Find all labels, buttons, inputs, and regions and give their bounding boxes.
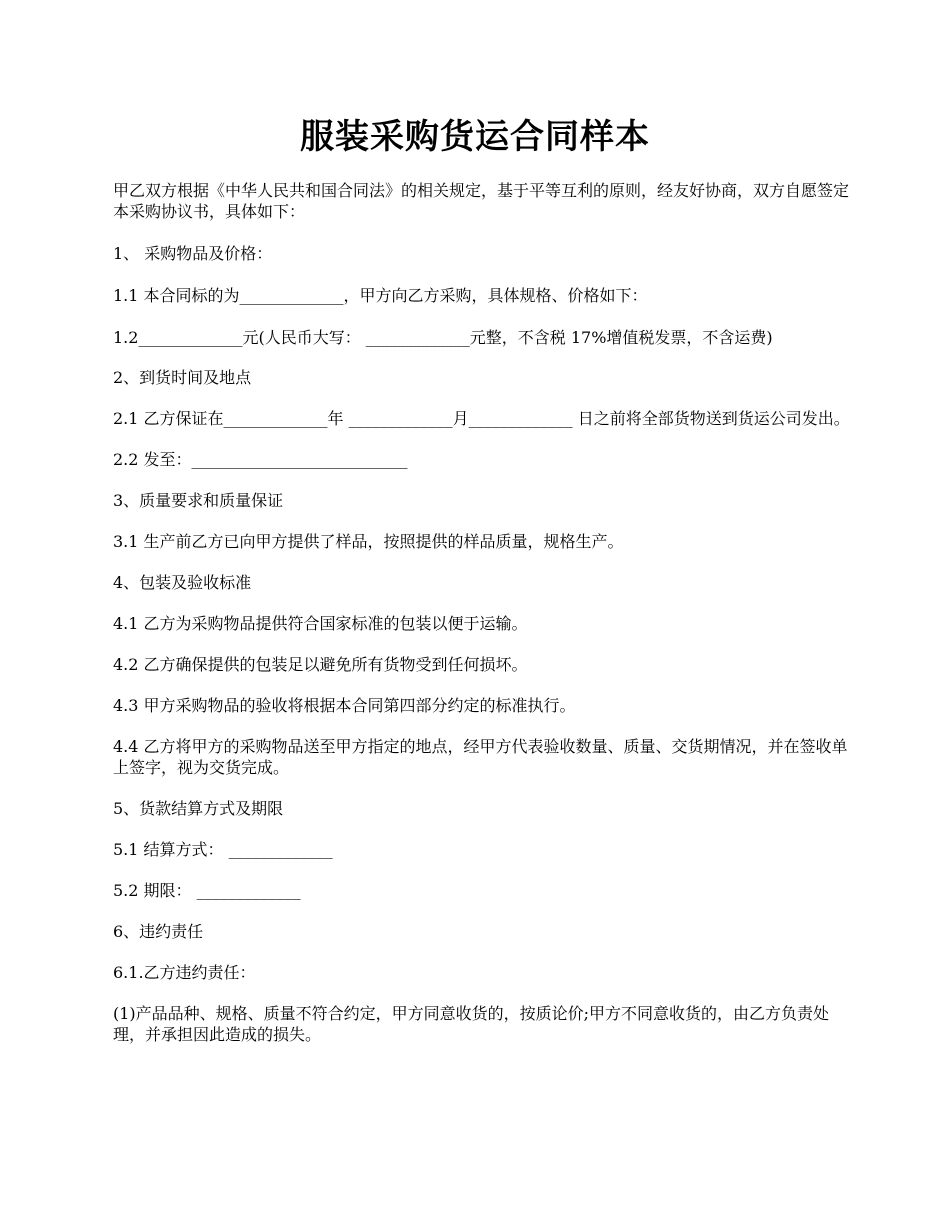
clause-1-1: 1.1 本合同标的为_____________，甲方向乙方采购，具体规格、价格如下： bbox=[113, 286, 648, 305]
intro-paragraph: 甲乙双方根据《中华人民共和国合同法》的相关规定，基于平等互利的原则，经友好协商，双方自愿签定本采购协议书，具体如下： bbox=[113, 181, 850, 221]
clause-4-2: 4.2 乙方确保提供的包装足以避免所有货物受到任何损坏。 bbox=[113, 655, 528, 674]
clause-6-1: 6.1.乙方违约责任： bbox=[113, 963, 256, 982]
section-heading-5: 5、货款结算方式及期限 bbox=[113, 799, 284, 818]
clause-5-1: 5.1 结算方式： _____________ bbox=[113, 840, 333, 859]
clause-3-1: 3.1 生产前乙方已向甲方提供了样品，按照提供的样品质量，规格生产。 bbox=[113, 532, 624, 551]
clause-4-3: 4.3 甲方采购物品的验收将根据本合同第四部分约定的标准执行。 bbox=[113, 696, 576, 715]
clause-4-1: 4.1 乙方为采购物品提供符合国家标准的包装以便于运输。 bbox=[113, 614, 528, 633]
section-heading-2: 2、到货时间及地点 bbox=[113, 368, 252, 387]
clause-2-2: 2.2 发至：___________________________ bbox=[113, 450, 408, 469]
section-heading-1: 1、 采购物品及价格： bbox=[113, 244, 273, 263]
clause-4-4: 4.4 乙方将甲方的采购物品送至甲方指定的地点，经甲方代表验收数量、质量、交货期情况，并在签收单上签字，视为交货完成。 bbox=[113, 737, 848, 777]
section-heading-4: 4、包装及验收标准 bbox=[113, 573, 252, 592]
clause-1-2: 1.2_____________元(人民币大写： _____________元整，不含税 17%增值税发票，不含运费) bbox=[113, 328, 773, 347]
clause-2-1: 2.1 乙方保证在_____________年 _____________月_____________ 日之前将全部货物送到货运公司发出。 bbox=[113, 409, 850, 428]
document-title: 服装采购货运合同样本 bbox=[300, 117, 650, 157]
section-heading-3: 3、质量要求和质量保证 bbox=[113, 491, 284, 510]
document-body bbox=[113, 180, 853, 1045]
section-heading-6: 6、违约责任 bbox=[113, 922, 204, 941]
clause-6-1-item-1: (1)产品品种、规格、质量不符合约定，甲方同意收货的，按质论价;甲方不同意收货的，由乙方负责处理，并承担因此造成的损失。 bbox=[113, 1004, 830, 1044]
clause-5-2: 5.2 期限： _____________ bbox=[113, 881, 301, 900]
